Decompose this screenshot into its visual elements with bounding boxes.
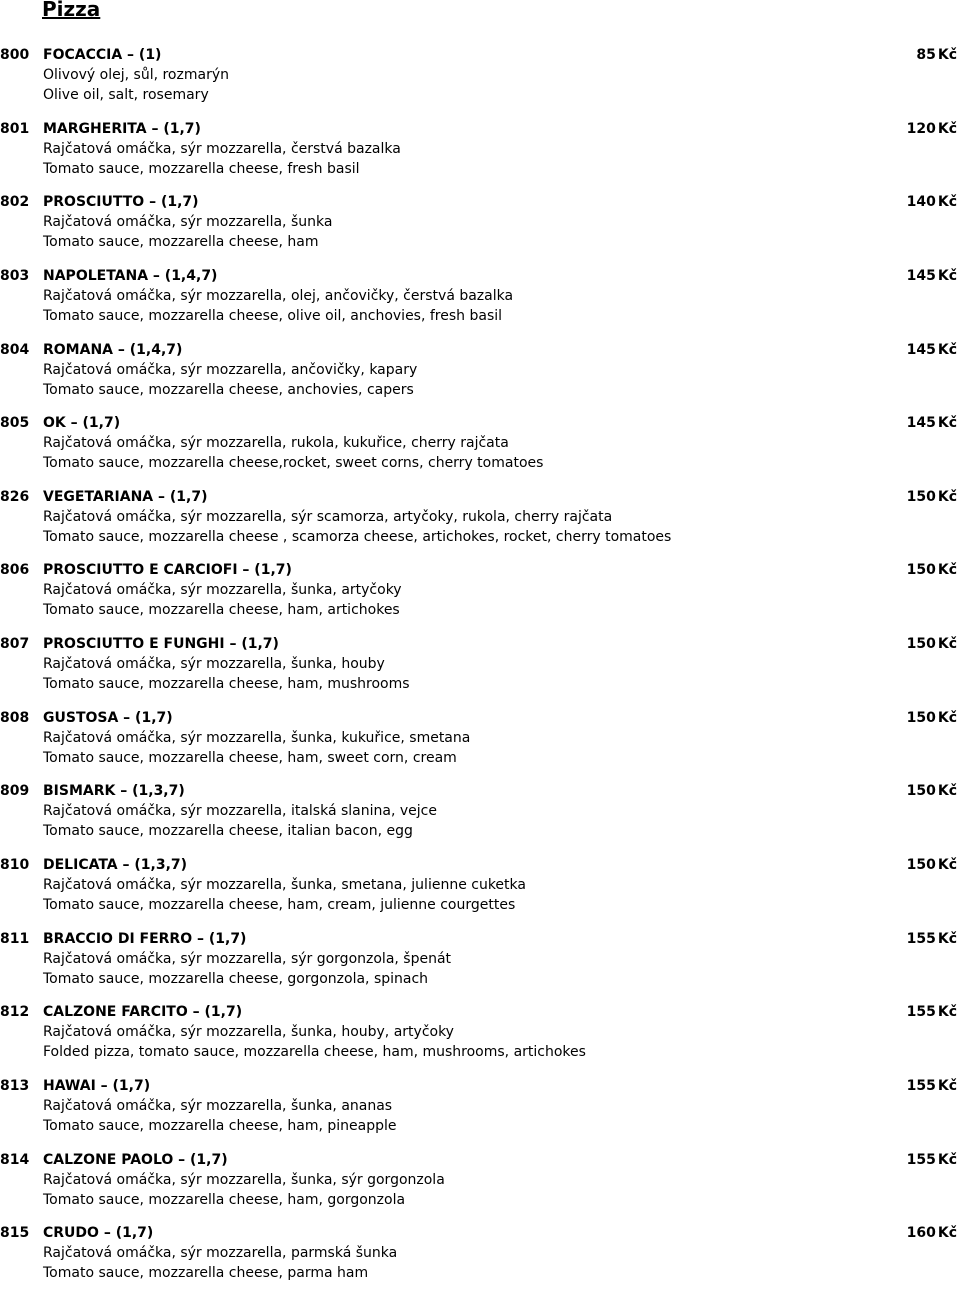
price-value: 145: [906, 415, 936, 432]
item-description-cz: Rajčatová omáčka, sýr mozzarella, šunka, artyčoky: [43, 582, 402, 599]
item-number: 814: [0, 1151, 30, 1168]
item-price: [907, 340, 957, 360]
item-price: [907, 413, 957, 433]
menu-item: [0, 266, 960, 340]
item-description-cz: Rajčatová omáčka, sýr mozzarella, šunka, ananas: [43, 1097, 393, 1114]
item-description-en: Tomato sauce, mozzarella cheese, ham, mushrooms: [43, 676, 410, 693]
item-description-cz: Rajčatová omáčka, sýr mozzarella, rukola, kukuřice, cherry rajčata: [43, 435, 509, 452]
menu-item: [0, 340, 960, 414]
item-description-en: Tomato sauce, mozzarella cheese, parma ham: [43, 1265, 369, 1282]
item-number: 809: [0, 783, 30, 800]
item-description-en: Folded pizza, tomato sauce, mozzarella cheese, ham, mushrooms, artichokes: [43, 1044, 586, 1061]
price-currency: Kč: [937, 857, 957, 874]
price-currency: Kč: [937, 709, 957, 726]
price-value: 150: [906, 488, 936, 505]
item-price: [907, 781, 957, 801]
price-value: 85: [916, 47, 936, 63]
item-price: [907, 1223, 957, 1243]
menu-item: [0, 708, 960, 782]
item-description-cz: Rajčatová omáčka, sýr mozzarella, šunka, smetana, julienne cuketka: [43, 877, 526, 894]
item-name: GUSTOSA – (1,7): [43, 709, 173, 726]
item-description-en: Tomato sauce, mozzarella cheese, ham, gorgonzola: [43, 1191, 406, 1208]
item-name: ROMANA – (1,4,7): [43, 341, 183, 358]
item-price: [907, 266, 957, 286]
item-name: CRUDO – (1,7): [43, 1225, 154, 1242]
item-description-cz: Rajčatová omáčka, sýr mozzarella, ančovičky, kapary: [43, 361, 418, 378]
price-currency: Kč: [937, 415, 957, 432]
price-currency: Kč: [937, 636, 957, 653]
price-currency: Kč: [937, 1004, 957, 1021]
item-description-cz: Rajčatová omáčka, sýr mozzarella, šunka, sýr gorgonzola: [43, 1171, 445, 1188]
menu-item: [0, 1076, 960, 1150]
item-name: OK – (1,7): [43, 415, 121, 432]
menu-item: [0, 781, 960, 855]
item-number: 802: [0, 194, 30, 211]
price-value: 155: [906, 930, 936, 947]
item-name: NAPOLETANA – (1,4,7): [43, 267, 218, 284]
item-name: CALZONE PAOLO – (1,7): [43, 1151, 228, 1168]
menu-item: [0, 192, 960, 266]
item-description-cz: Rajčatová omáčka, sýr mozzarella, šunka, kukuřice, smetana: [43, 729, 471, 746]
item-name: CALZONE FARCITO – (1,7): [43, 1004, 243, 1021]
item-number: 801: [0, 120, 30, 137]
price-currency: Kč: [937, 488, 957, 505]
price-currency: Kč: [937, 1225, 957, 1242]
item-description-en: Tomato sauce, mozzarella cheese, ham, sweet corn, cream: [43, 749, 457, 766]
price-value: 155: [906, 1151, 936, 1168]
price-value: 150: [906, 636, 936, 653]
item-price: [907, 119, 957, 139]
price-currency: Kč: [937, 267, 957, 284]
item-number: 810: [0, 857, 30, 874]
item-description-en: Tomato sauce, mozzarella cheese, ham, artichokes: [43, 602, 400, 619]
price-currency: Kč: [937, 1077, 957, 1094]
item-number: 804: [0, 341, 30, 358]
item-description-en: Tomato sauce, mozzarella cheese, ham, pineapple: [43, 1117, 397, 1134]
item-price: [907, 1150, 957, 1170]
price-currency: Kč: [937, 1151, 957, 1168]
price-value: 150: [906, 562, 936, 579]
menu-item: [0, 119, 960, 193]
menu-item: [0, 634, 960, 708]
price-value: 150: [906, 857, 936, 874]
item-description-en: Tomato sauce, mozzarella cheese, anchovies, capers: [43, 381, 414, 398]
item-description-en: Tomato sauce, mozzarella cheese, italian bacon, egg: [43, 823, 413, 840]
price-value: 140: [906, 194, 936, 211]
item-description-cz: Rajčatová omáčka, sýr mozzarella, italská slanina, vejce: [43, 803, 437, 820]
item-description-en: Tomato sauce, mozzarella cheese , scamorza cheese, artichokes, rocket, cherry tomatoes: [43, 528, 672, 545]
item-price: [907, 1076, 957, 1096]
item-description-en: Tomato sauce, mozzarella cheese, ham, cream, julienne courgettes: [43, 897, 516, 914]
price-value: 155: [906, 1077, 936, 1094]
item-description-cz: Rajčatová omáčka, sýr mozzarella, sýr gorgonzola, špenát: [43, 950, 452, 967]
price-value: 120: [906, 120, 936, 137]
price-currency: Kč: [937, 47, 957, 63]
item-price: [907, 560, 957, 580]
item-name: FOCACCIA – (1): [43, 47, 162, 63]
item-name: PROSCIUTTO E FUNGHI – (1,7): [43, 636, 279, 653]
item-price: [907, 487, 957, 507]
price-currency: Kč: [937, 783, 957, 800]
item-number: 811: [0, 930, 30, 947]
item-description-cz: Rajčatová omáčka, sýr mozzarella, šunka: [43, 214, 333, 231]
price-currency: Kč: [937, 120, 957, 137]
price-value: 150: [906, 783, 936, 800]
menu-item: [0, 929, 960, 1003]
price-currency: Kč: [937, 562, 957, 579]
item-name: DELICATA – (1,3,7): [43, 857, 188, 874]
item-description-cz: Rajčatová omáčka, sýr mozzarella, parmská šunka: [43, 1245, 398, 1262]
item-description-cz: Rajčatová omáčka, sýr mozzarella, olej, ančovičky, čerstvá bazalka: [43, 287, 514, 304]
item-price: [907, 1002, 957, 1022]
price-value: 155: [906, 1004, 936, 1021]
item-number: 800: [0, 47, 30, 63]
menu-item: [0, 487, 960, 561]
price-currency: Kč: [937, 194, 957, 211]
item-name: BISMARK – (1,3,7): [43, 783, 185, 800]
item-name: VEGETARIANA – (1,7): [43, 488, 208, 505]
item-number: 813: [0, 1077, 30, 1094]
item-name: BRACCIO DI FERRO – (1,7): [43, 930, 247, 947]
item-description-cz: Olivový olej, sůl, rozmarýn: [43, 67, 229, 83]
item-description-en: Tomato sauce, mozzarella cheese, ham: [43, 234, 319, 251]
item-price: [907, 855, 957, 875]
menu-item: [0, 560, 960, 634]
pizza-menu-list: [0, 45, 960, 1297]
menu-item: [0, 45, 960, 119]
item-description-cz: Rajčatová omáčka, sýr mozzarella, šunka, houby: [43, 656, 385, 673]
item-description-en: Tomato sauce, mozzarella cheese, gorgonzola, spinach: [43, 970, 429, 987]
item-number: 812: [0, 1004, 30, 1021]
item-description-cz: Rajčatová omáčka, sýr mozzarella, sýr scamorza, artyčoky, rukola, cherry rajčata: [43, 508, 613, 525]
menu-item: [0, 413, 960, 487]
item-description-en: Olive oil, salt, rosemary: [43, 87, 209, 103]
page-title: Pizza: [42, 0, 101, 21]
menu-item: [0, 1002, 960, 1076]
item-price: [916, 45, 957, 65]
menu-item: [0, 855, 960, 929]
price-value: 145: [906, 267, 936, 284]
item-description-en: Tomato sauce, mozzarella cheese, olive oil, anchovies, fresh basil: [43, 307, 503, 324]
item-price: [907, 192, 957, 212]
item-description-cz: Rajčatová omáčka, sýr mozzarella, šunka, houby, artyčoky: [43, 1024, 454, 1041]
item-number: 815: [0, 1225, 30, 1242]
item-price: [907, 929, 957, 949]
item-price: [907, 634, 957, 654]
menu-item: [0, 1150, 960, 1224]
item-name: PROSCIUTTO – (1,7): [43, 194, 199, 211]
price-value: 145: [906, 341, 936, 358]
price-value: 160: [906, 1225, 936, 1242]
item-number: 808: [0, 709, 30, 726]
item-description-en: Tomato sauce, mozzarella cheese, fresh basil: [43, 160, 360, 177]
item-number: 806: [0, 562, 30, 579]
price-currency: Kč: [937, 930, 957, 947]
item-number: 803: [0, 267, 30, 284]
item-price: [907, 708, 957, 728]
item-number: 807: [0, 636, 30, 653]
price-value: 150: [906, 709, 936, 726]
item-name: MARGHERITA – (1,7): [43, 120, 201, 137]
item-number: 805: [0, 415, 30, 432]
item-name: PROSCIUTTO E CARCIOFI – (1,7): [43, 562, 292, 579]
item-description-cz: Rajčatová omáčka, sýr mozzarella, čerstvá bazalka: [43, 140, 401, 157]
item-description-en: Tomato sauce, mozzarella cheese,rocket, sweet corns, cherry tomatoes: [43, 455, 544, 472]
price-currency: Kč: [937, 341, 957, 358]
item-number: 826: [0, 488, 30, 505]
item-name: HAWAI – (1,7): [43, 1077, 151, 1094]
